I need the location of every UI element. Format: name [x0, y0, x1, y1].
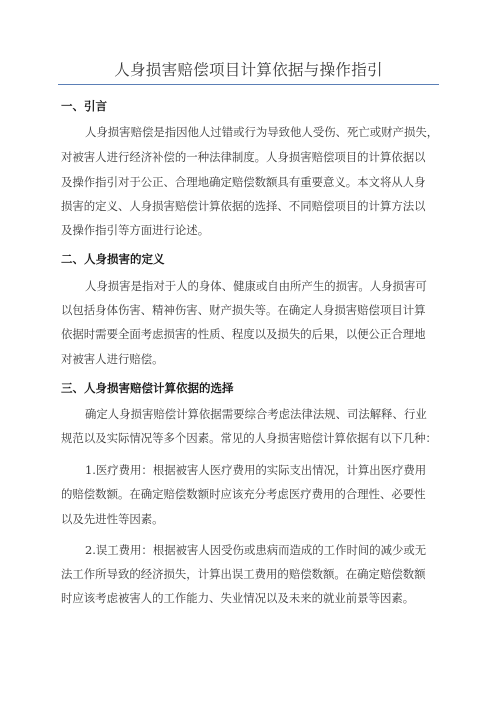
section-heading-introduction: 一、引言: [61, 99, 107, 113]
list-item-line: 的赔偿数额。在确定赔偿数额时应该充分考虑医疗费用的合理性、必要性: [61, 487, 426, 501]
list-item-line: 2.误工费用：根据被害人因受伤或患病而造成的工作时间的减少或无: [85, 543, 427, 557]
paragraph-line: 及操作指引等方面进行论述。: [61, 223, 210, 237]
list-item-line: 以及先进性等因素。: [61, 512, 164, 526]
list-item-line: 1.医疗费用：根据被害人医疗费用的实际支出情况，计算出医疗费用: [85, 463, 427, 477]
paragraph-line: 损害的定义、人身损害赔偿计算依据的选择、不同赔偿项目的计算方法以: [61, 199, 426, 213]
paragraph-line: 人身损害赔偿是指因他人过错或行为导致他人受伤、死亡或财产损失，: [85, 125, 439, 139]
list-item-line: 法工作所导致的经济损失，计算出误工费用的赔偿数额。在确定赔偿数额: [61, 567, 426, 581]
list-item-line: 时应该考虑被害人的工作能力、失业情况以及未来的就业前景等因素。: [61, 591, 415, 605]
title-underline: [58, 84, 439, 85]
paragraph-line: 规范以及实际情况等多个因素。常见的人身损害赔偿计算依据有以下几种：: [61, 431, 437, 445]
paragraph-line: 人身损害是指对于人的身体、健康或自由所产生的损害。人身损害可: [85, 279, 427, 293]
paragraph-line: 对被害人进行赔偿。: [61, 352, 164, 366]
paragraph-line: 依据时需要全面考虑损害的性质、程度以及损失的后果，以便公正合理地: [61, 327, 426, 341]
paragraph-line: 对被害人进行经济补偿的一种法律制度。人身损害赔偿项目的计算依据以: [61, 150, 426, 164]
section-heading-definition: 二、人身损害的定义: [61, 252, 165, 266]
section-heading-basis-selection: 三、人身损害赔偿计算依据的选择: [61, 381, 234, 395]
document-title: 人身损害赔偿项目计算依据与操作指引: [114, 61, 383, 79]
paragraph-line: 以包括身体伤害、精神伤害、财产损失等。在确定人身损害赔偿项目计算: [61, 303, 426, 317]
paragraph-line: 及操作指引对于公正、合理地确定赔偿数额具有重要意义。本文将从人身: [61, 175, 426, 189]
paragraph-line: 确定人身损害赔偿计算依据需要综合考虑法律法规、司法解释、行业: [85, 407, 427, 421]
